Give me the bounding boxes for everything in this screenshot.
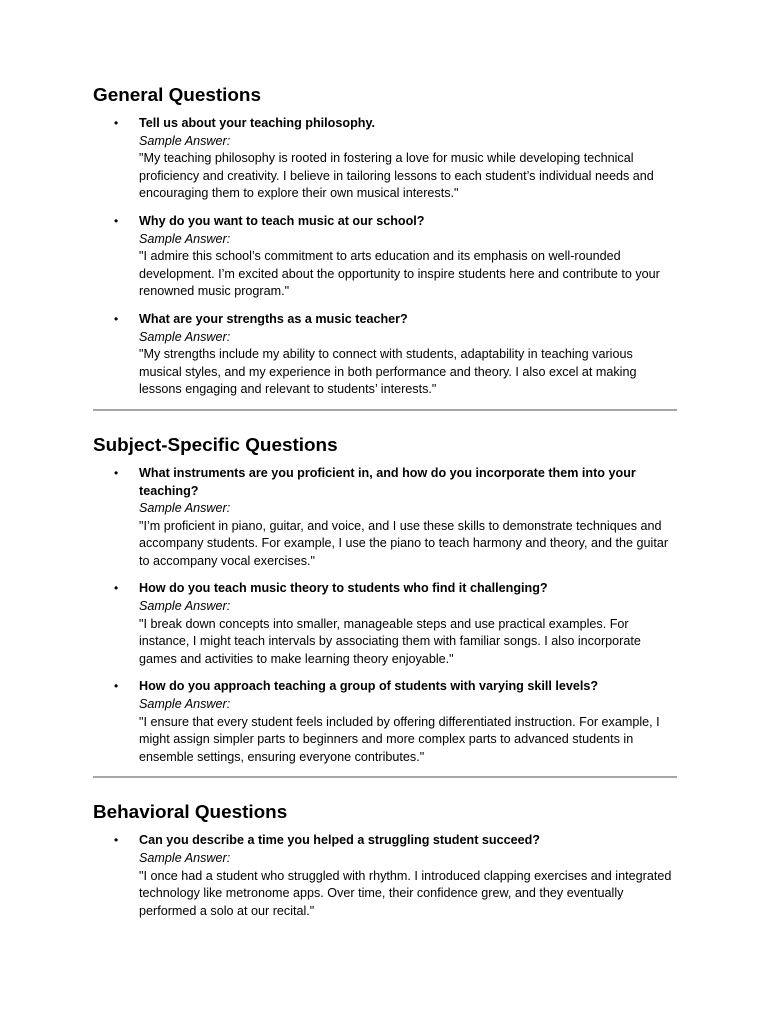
question-text: What are your strengths as a music teacher? xyxy=(139,311,408,326)
question-text: Can you describe a time you helped a struggling student succeed? xyxy=(139,833,540,848)
bullet-icon: • xyxy=(114,833,119,848)
section-subject-specific-questions xyxy=(93,434,677,767)
bullet-icon: • xyxy=(114,679,119,694)
answer-text: "I ensure that every student feels included by offering differentiated instruction. For example, I might assign simpler parts to beginners and more complex parts to advanced students in ensemble settings, ensuring everyone contributes." xyxy=(139,714,660,764)
question-text: Tell us about your teaching philosophy. xyxy=(139,116,376,130)
answer-text: "I break down concepts into smaller, manageable steps and use practical examples. For instance, I might teach intervals by associating them with familiar songs. I also incorporate games and activities to make learning theory enjoyable." xyxy=(139,616,641,666)
bullet-icon: • xyxy=(114,465,119,480)
list-item xyxy=(93,678,677,766)
answer-text: "My strengths include my ability to connect with students, adaptability in teaching various musical styles, and my experience in both performance and theory. I also excel at making lessons engaging and relevant to students’ interests." xyxy=(139,347,637,397)
sample-answer-label: Sample Answer: xyxy=(139,501,231,516)
question-text: How do you teach music theory to students who find it challenging? xyxy=(139,581,548,596)
question-text: How do you approach teaching a group of students with varying skill levels? xyxy=(139,679,599,694)
question-list xyxy=(93,115,677,399)
section-divider xyxy=(93,409,677,411)
list-item xyxy=(93,580,677,668)
list-item xyxy=(93,115,677,203)
section-general-questions xyxy=(93,87,677,399)
section-heading: Subject-Specific Questions xyxy=(93,434,338,456)
answer-text: "My teaching philosophy is rooted in fostering a love for music while developing technical proficiency and creativity. I believe in tailoring lessons to each student’s individual needs and encouraging them to explore their own musical interests." xyxy=(139,151,654,201)
section-behavioral-questions xyxy=(93,804,677,920)
section-divider xyxy=(93,776,677,778)
list-item xyxy=(93,832,677,920)
bullet-icon: • xyxy=(114,213,119,228)
question-list xyxy=(93,465,677,767)
sample-answer-label: Sample Answer: xyxy=(139,133,231,148)
question-text: What instruments are you proficient in, and how do you incorporate them into your teaching? xyxy=(139,465,636,498)
sample-answer-label: Sample Answer: xyxy=(139,697,231,712)
bullet-icon: • xyxy=(114,311,119,326)
bullet-icon: • xyxy=(114,116,119,130)
sample-answer-label: Sample Answer: xyxy=(139,231,231,246)
question-text: Why do you want to teach music at our school? xyxy=(139,213,425,228)
list-item xyxy=(93,213,677,301)
question-list xyxy=(93,832,677,920)
answer-text: "I once had a student who struggled with rhythm. I introduced clapping exercises and integrated technology like metronome apps. Over time, their confidence grew, and they eventually performed a solo at our recital." xyxy=(139,868,672,918)
sample-answer-label: Sample Answer: xyxy=(139,599,231,614)
section-heading: Behavioral Questions xyxy=(93,802,288,824)
sample-answer-label: Sample Answer: xyxy=(139,329,231,344)
answer-text: "I’m proficient in piano, guitar, and voice, and I use these skills to demonstrate techniques and accompany students. For example, I use the piano to teach harmony and theory, and the guitar to accompany vocal exercises." xyxy=(139,518,669,568)
list-item xyxy=(93,465,677,571)
section-heading: General Questions xyxy=(93,85,261,106)
document-content xyxy=(93,87,677,930)
list-item xyxy=(93,311,677,399)
bullet-icon: • xyxy=(114,581,119,596)
sample-answer-label: Sample Answer: xyxy=(139,851,231,865)
answer-text: "I admire this school’s commitment to arts education and its emphasis on well-rounded development. I’m excited about the opportunity to inspire students here and contribute to your renowned music program." xyxy=(139,249,660,299)
